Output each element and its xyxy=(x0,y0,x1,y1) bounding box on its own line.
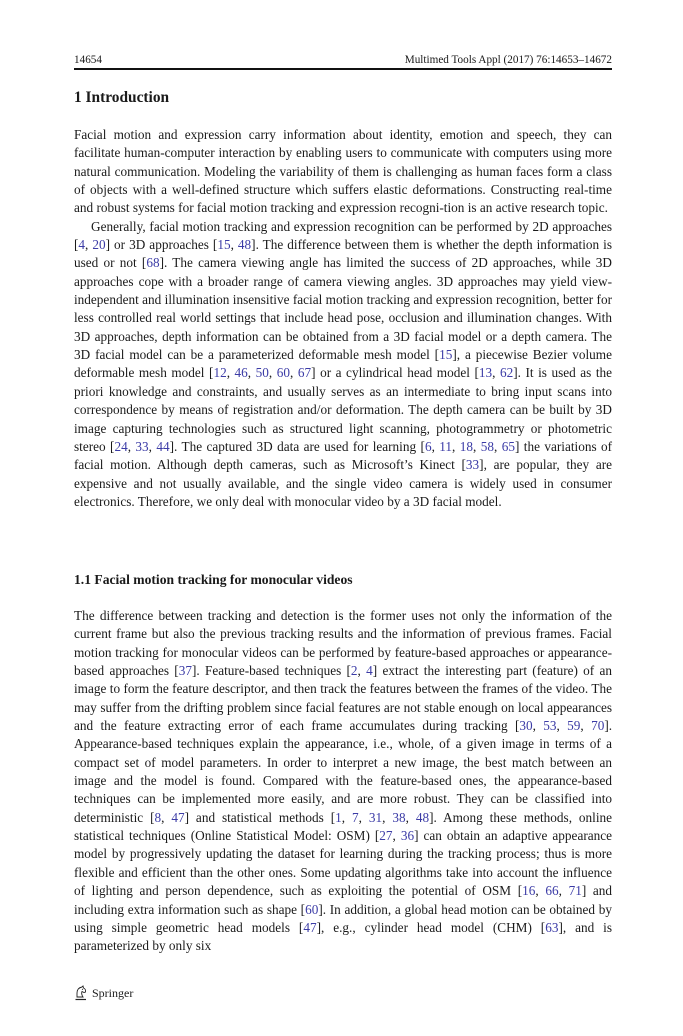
section-body xyxy=(74,126,612,511)
paragraph: Generally, facial motion tracking and expression recognition can be performed by 2D approaches [4, 20] or 3D approaches [15, 48]. The difference between them is whether the depth information is used or not [68]. The camera viewing angle has limited the success of 2D approaches, while 3D approaches cope with a broader range of camera viewing angles. 3D approaches may yield view-independent and illumination insensitive facial motion tracking and expression recognition, better for less controlled real world settings that include head pose, occlusion and illumination changes. With 3D approaches, depth information can be obtained from a 3D facial model or a depth camera. The 3D facial model can be a parameterized deformable mesh model [15], a piecewise Bezier volume deformable mesh model [12, 46, 50, 60, 67] or a cylindrical head model [13, 62]. It is used as the priori knowledge and constraints, and usually serves as an intermediate to bring input scans into correspondence by means of registration and/or deformation. The depth camera can be built by 3D image capturing technologies such as structured light scanning, photogrammetry or photometric stereo [24, 33, 44]. The captured 3D data are used for learning [6, 11, 18, 58, 65] the variations of facial motion. Although depth cameras, such as Microsoft’s Kinect [33], are popular, they are expensive and not usually available, and the single video camera is widely used in consumer electronics. Therefore, we only deal with monocular video by a 3D facial model. xyxy=(74,218,613,509)
section-heading: 1 Introduction xyxy=(74,89,170,106)
citation-link[interactable]: 4 xyxy=(366,663,373,679)
subsection-heading: 1.1 Facial motion tracking for monocular videos xyxy=(74,572,353,587)
citation-link[interactable]: 27 xyxy=(379,828,393,844)
citation-link[interactable]: 60 xyxy=(305,901,319,917)
journal-reference: Multimed Tools Appl (2017) 76:14653–14672 xyxy=(404,54,612,66)
running-head xyxy=(74,52,612,68)
citation-link[interactable]: 60 xyxy=(276,365,291,381)
citation-link[interactable]: 67 xyxy=(297,365,312,381)
citation-link[interactable]: 53 xyxy=(543,718,557,734)
citation-link[interactable]: 18 xyxy=(459,438,474,454)
citation-link[interactable]: 20 xyxy=(92,237,106,253)
citation-link[interactable]: 13 xyxy=(478,365,493,381)
citation-link[interactable]: 48 xyxy=(415,809,430,825)
citation-link[interactable]: 62 xyxy=(499,365,514,381)
citation-link[interactable]: 63 xyxy=(545,919,559,935)
citation-link[interactable]: 33 xyxy=(135,438,149,454)
citation-link[interactable]: 1 xyxy=(335,809,342,825)
citation-link[interactable]: 68 xyxy=(146,255,160,271)
citation-link[interactable]: 33 xyxy=(465,457,480,473)
citation-link[interactable]: 70 xyxy=(591,718,605,734)
page-number: 14654 xyxy=(74,54,102,66)
citation-link[interactable]: 2 xyxy=(350,663,358,679)
citation-link[interactable]: 58 xyxy=(480,438,494,454)
citation-link[interactable]: 24 xyxy=(114,438,128,454)
citation-link[interactable]: 59 xyxy=(567,718,581,734)
citation-link[interactable]: 66 xyxy=(545,883,559,899)
citation-link[interactable]: 30 xyxy=(519,718,533,734)
citation-link[interactable]: 8 xyxy=(154,809,162,825)
citation-link[interactable]: 47 xyxy=(171,809,185,825)
citation-link[interactable]: 50 xyxy=(255,365,269,381)
citation-link[interactable]: 16 xyxy=(522,883,536,899)
subsection-body xyxy=(74,607,612,956)
springer-knight-icon xyxy=(74,985,88,1001)
citation-link[interactable]: 31 xyxy=(368,809,383,825)
citation-link[interactable]: 4 xyxy=(78,237,86,253)
citation-link[interactable]: 15 xyxy=(439,347,453,363)
citation-link[interactable]: 48 xyxy=(237,237,252,253)
citation-link[interactable]: 47 xyxy=(303,919,317,935)
citation-link[interactable]: 38 xyxy=(392,809,406,825)
citation-link[interactable]: 46 xyxy=(234,365,248,381)
citation-link[interactable]: 12 xyxy=(213,365,227,381)
publisher-name: Springer xyxy=(92,986,134,1000)
citation-link[interactable]: 15 xyxy=(217,237,231,253)
publisher-footer xyxy=(74,984,133,1002)
paragraph: Facial motion and expression carry information about identity, emotion and speech, they can facilitate human-computer interaction by enabling users to communicate with computers using more natural communication. Modeling the variability of them is challenging as human faces form a class of objects with a well-defined structure which suffers elastic deformations. Constructing real-time and robust systems for facial motion tracking and expression recogni-tion is an active research topic. xyxy=(74,127,612,216)
citation-link[interactable]: 36 xyxy=(400,828,415,844)
citation-link[interactable]: 11 xyxy=(439,438,453,454)
header-rule xyxy=(74,68,612,70)
citation-link[interactable]: 6 xyxy=(424,438,432,454)
paragraph: The difference between tracking and detection is the former uses not only the information of the current frame but also the previous tracking results and the information of previous frames. Facial motion tracking for monocular videos can be performed by feature-based approaches or appearance-based approaches [37]. Feature-based techniques [2, 4] extract the interesting part (feature) of an image to form the feature descriptor, and then track the features between the frames of the video. The may suffer from the drifting problem since facial features are not stable enough on local appearances and the feature extracting error of each frame accumulates during tracking [30, 53, 59, 70]. Appearance-based techniques explain the appearance, i.e., whole, of a given image in terms of a compact set of model parameters. In order to interpret a new image, the best match between an image and the model is found. Compared with the feature-based ones, the appearance-based techniques can be implemented more easily, and are more robust. They can be classified into deterministic [8, 47] and statistical methods [1, 7, 31, 38, 48]. Among these methods, online statistical techniques (Online Statistical Model: OSM) [27, 36] can obtain an adaptive appearance model by progressively updating the dataset for learning during the tracking process; thus is more flexible and efficient than the other ones. Some updating algorithms take into account the influence of lighting and person dependence, such as exploiting the potential of OSM [16, 66, 71] and including extra information such as shape [60]. In addition, a global head motion can be obtained by using simple geometric head models [47], e.g., cylinder head model (CHM) [63], and is parameterized by only six xyxy=(74,608,613,954)
citation-link[interactable]: 44 xyxy=(156,438,170,454)
citation-link[interactable]: 65 xyxy=(501,438,515,454)
citation-link[interactable]: 71 xyxy=(568,883,582,899)
citation-link[interactable]: 37 xyxy=(178,663,192,679)
citation-link[interactable]: 7 xyxy=(352,809,359,825)
